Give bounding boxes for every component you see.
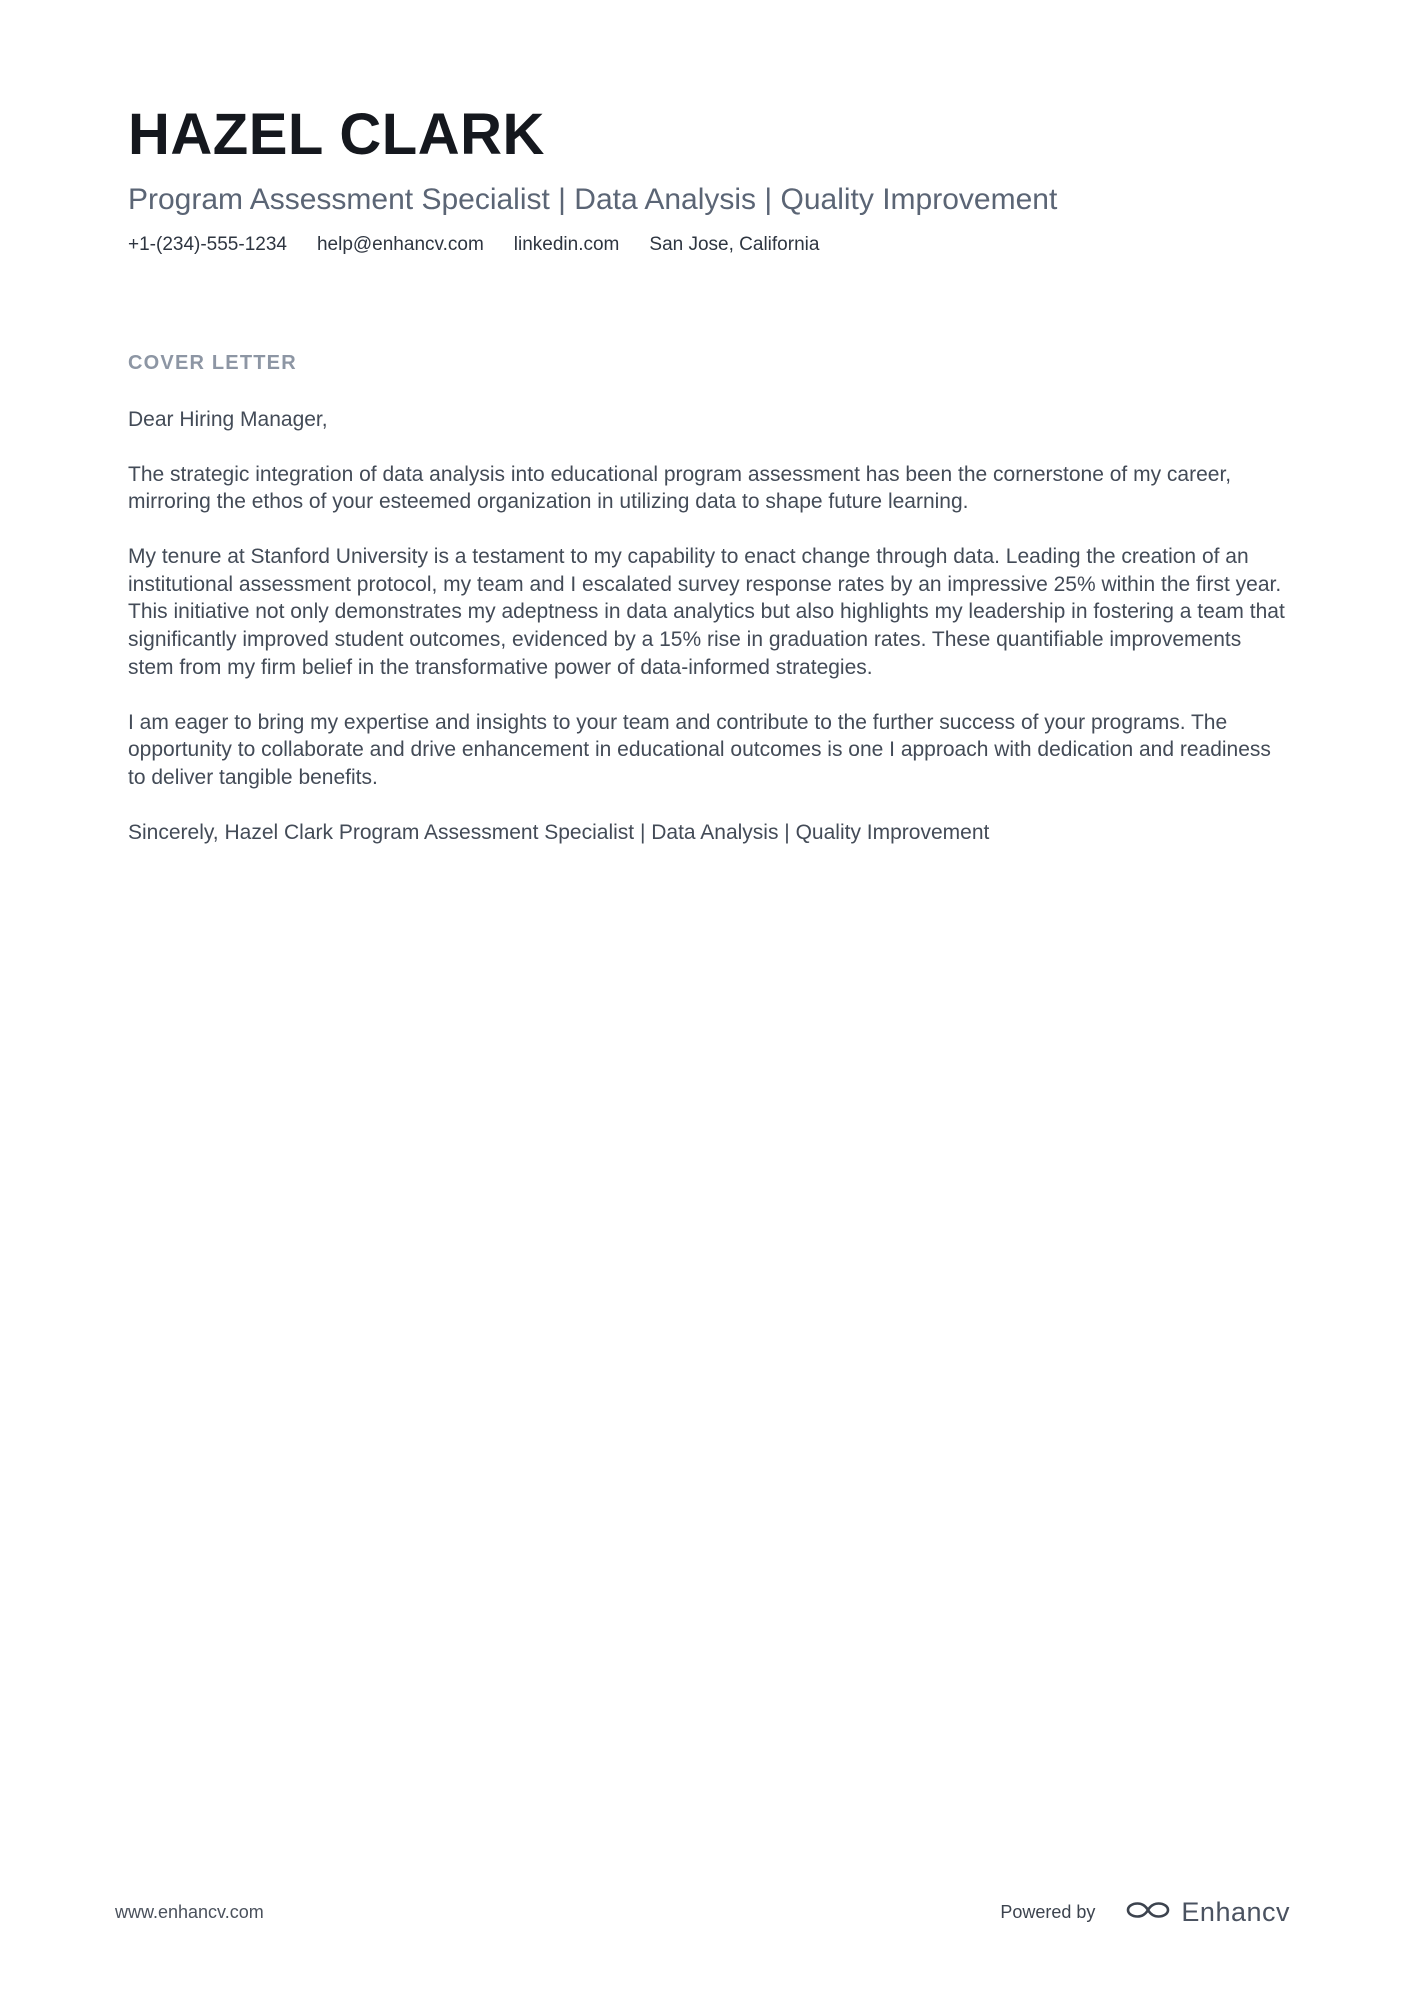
contact-email: help@enhancv.com <box>316 233 484 255</box>
letter-paragraph: The strategic integration of data analysis into educational program assessment has been the cornerstone of my career, mirroring the ethos of your esteemed organization in utilizing data to shape future learning. <box>128 462 1232 514</box>
page-footer <box>115 1896 1290 1929</box>
powered-by-group <box>1000 1896 1290 1929</box>
footer-website: www.enhancv.com <box>115 1902 264 1922</box>
enhancv-logo-icon <box>1125 1896 1171 1929</box>
person-name: HAZEL CLARK <box>128 102 545 167</box>
letter-closing: Sincerely, Hazel Clark Program Assessment Specialist | Data Analysis | Quality Improvement <box>128 820 990 844</box>
contact-row <box>128 234 1290 256</box>
salutation: Dear Hiring Manager, <box>128 407 328 431</box>
powered-by-label: Powered by <box>1000 1902 1096 1922</box>
contact-linkedin: linkedin.com <box>513 233 620 255</box>
section-label: COVER LETTER <box>128 351 297 374</box>
contact-phone: +1-(234)-555-1234 <box>128 233 287 255</box>
letter-paragraph: My tenure at Stanford University is a testament to my capability to enact change through data. Leading the creation of an institutional assessment protocol, my team and I escalated survey response rates by an impressive 25% within the first year. This initiative not only demonstrates my adeptness in data analytics but also highlights my leadership in fostering a team that significantly improved student outcomes, evidenced by a 15% rise in graduation rates. These quantifiable improvements stem from my firm belief in the transformative power of data-informed strategies. <box>128 545 1285 679</box>
enhancv-logo-text: Enhancv <box>1181 1897 1290 1927</box>
person-title: Program Assessment Specialist | Data Analysis | Quality Improvement <box>128 182 1058 216</box>
letter-body <box>128 352 1290 847</box>
letter-paragraph: I am eager to bring my expertise and insights to your team and contribute to the further success of your programs. The opportunity to collaborate and drive enhancement in educational outcomes is one I approach with dedication and readiness to deliver tangible benefits. <box>128 710 1271 790</box>
header <box>128 102 1290 256</box>
contact-location: San Jose, California <box>649 233 820 255</box>
